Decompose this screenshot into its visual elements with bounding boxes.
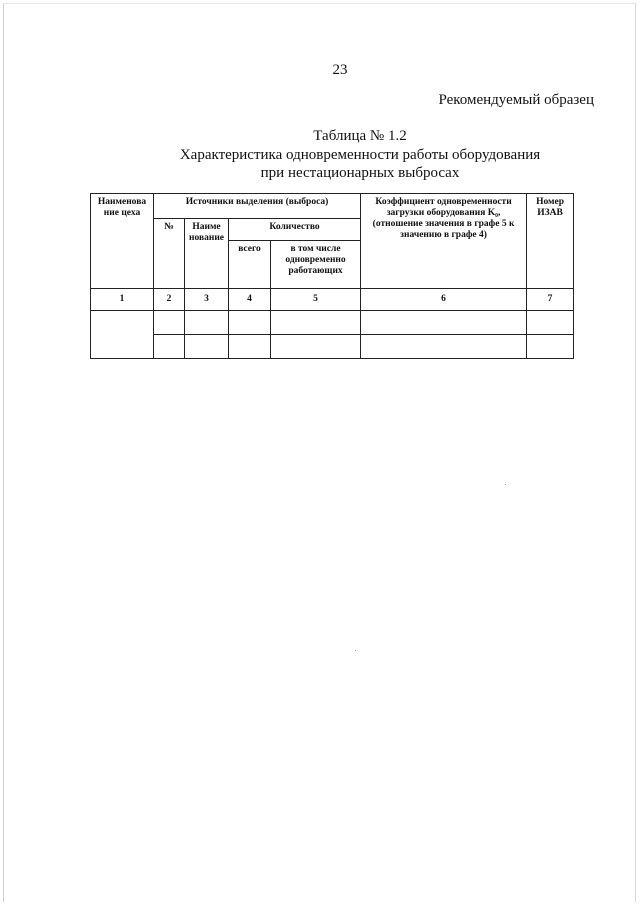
empty-cell [527,311,574,335]
scan-speck [505,484,506,485]
header-source-number: № [154,219,185,289]
header-source-name: Наиме нование [185,219,229,289]
empty-cell [229,311,271,335]
table-title [0,146,640,182]
empty-cell [229,335,271,359]
column-number-5: 5 [271,289,361,311]
page-number: 23 [332,62,348,78]
empty-cell [271,335,361,359]
column-number-2: 2 [154,289,185,311]
column-number-6: 6 [361,289,527,311]
table-title-line-1: Характеристика одновременности работы оборудования [179,147,541,163]
empty-cell [185,311,229,335]
header-simultaneous: в том числе одновременно работающих [271,241,361,289]
empty-cell [185,335,229,359]
equipment-simultaneity-table [90,193,574,359]
empty-cell-workshop [91,311,154,359]
scan-speck [355,650,356,651]
column-number-4: 4 [229,289,271,311]
header-izav-number: Номер ИЗАВ [527,194,574,289]
header-quantity: Количество [229,219,361,241]
empty-cell [527,335,574,359]
empty-cell [154,335,185,359]
column-number-7: 7 [527,289,574,311]
empty-cell [361,335,527,359]
empty-cell [154,311,185,335]
header-sources: Источники выделения (выброса) [154,194,361,219]
recommended-sample-label: Рекомендуемый образец [438,92,594,108]
empty-cell [271,311,361,335]
header-coefficient: Коэффициент одновременности загрузки оборудования K₀, (отношение значения в графе 5 к значению в графе 4) [361,194,527,289]
table-title-line-2: при нестационарных выбросах [260,165,460,181]
header-workshop-name: Наименова ние цеха [91,194,154,289]
table-number: Таблица № 1.2 [313,128,407,144]
column-number-3: 3 [185,289,229,311]
empty-cell [361,311,527,335]
column-number-1: 1 [91,289,154,311]
header-total: всего [229,241,271,289]
